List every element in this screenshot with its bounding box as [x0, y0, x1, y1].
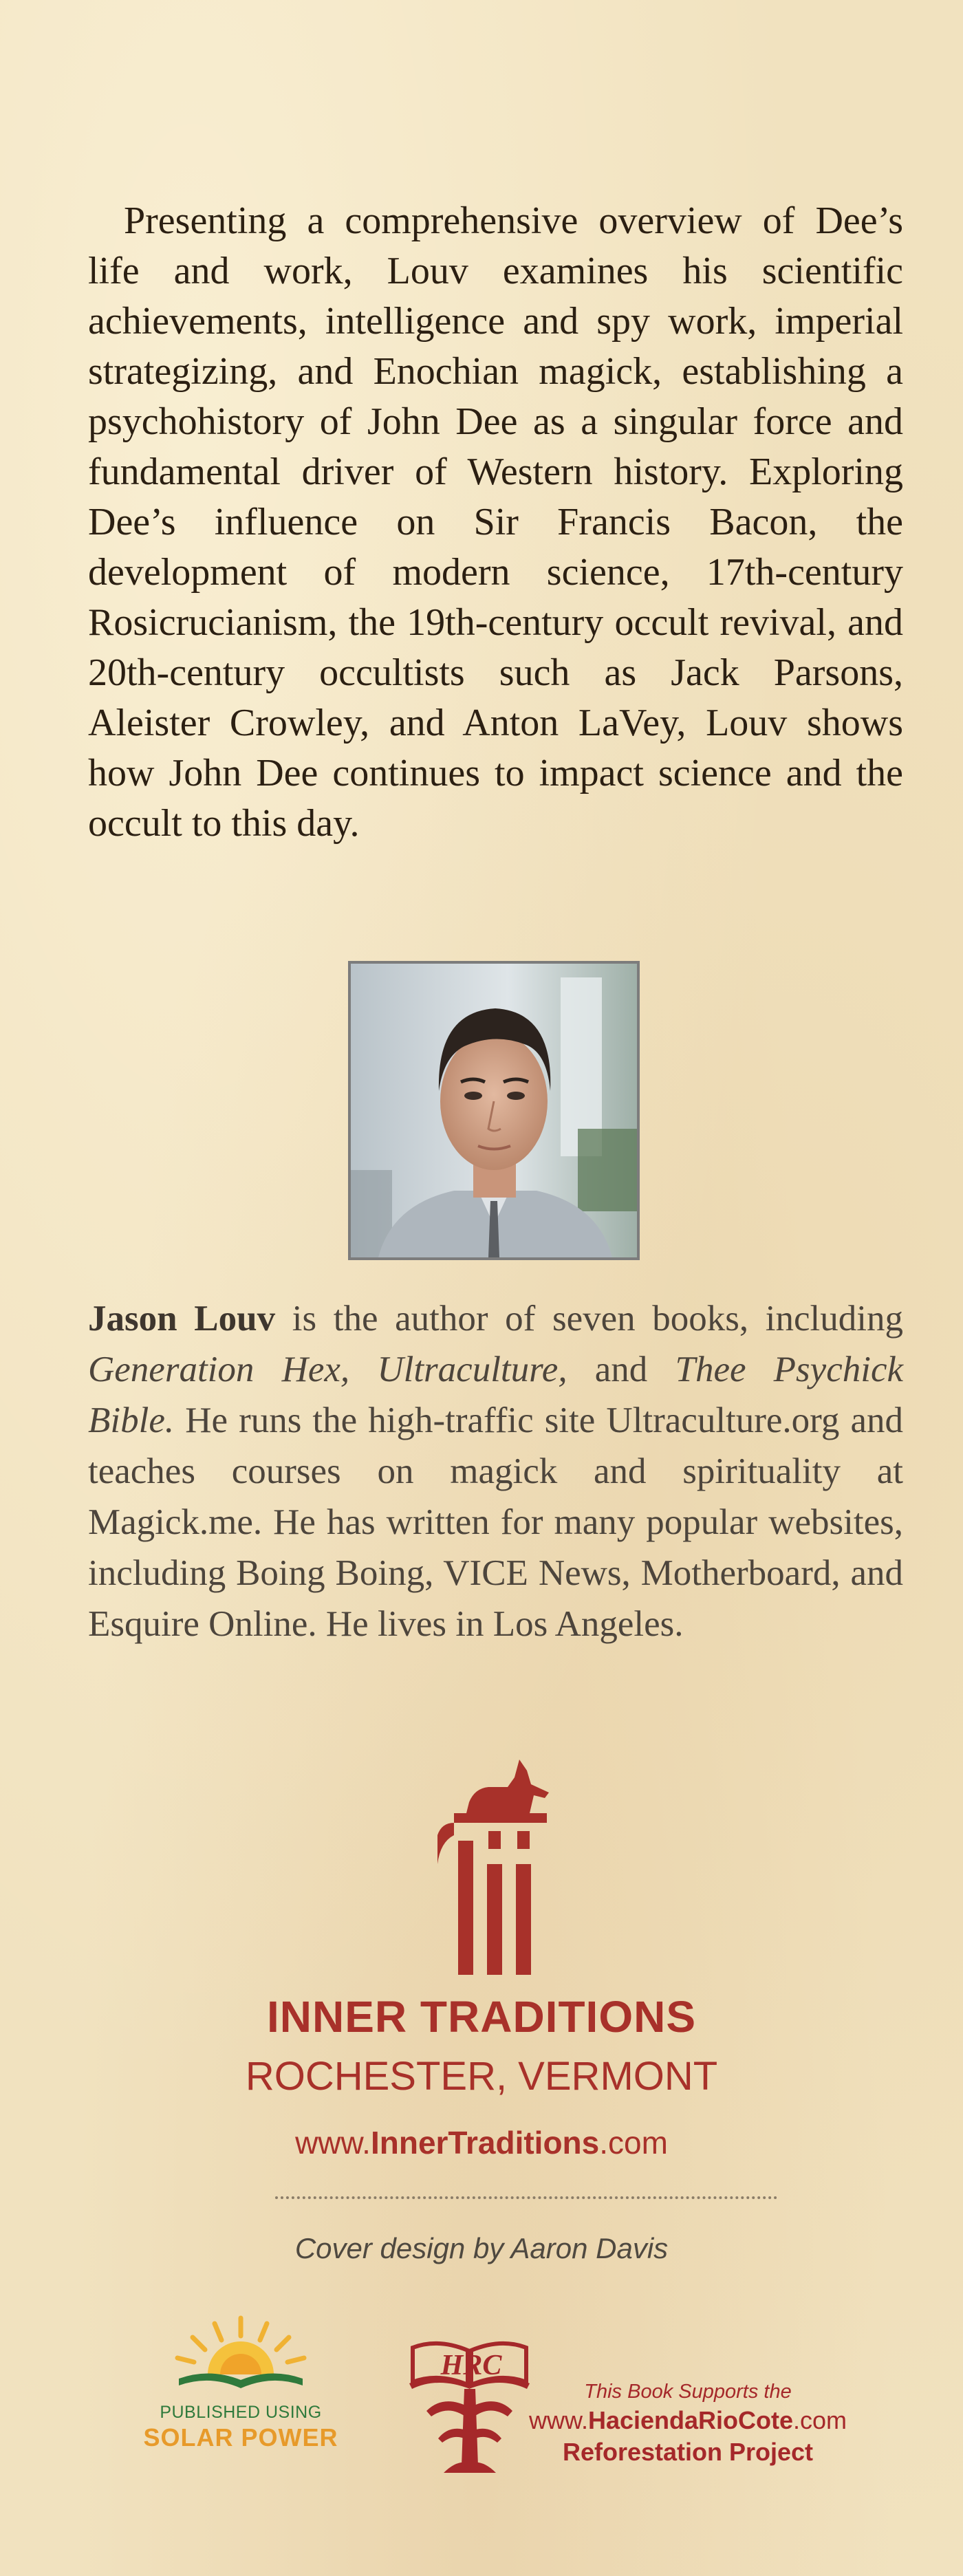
- publisher-url[interactable]: [0, 2124, 963, 2161]
- book-title: Thee Psychick Bible.: [88, 1350, 903, 1440]
- url-name: HaciendaRioCote: [587, 2406, 794, 2434]
- author-name: Jason Louv: [88, 1299, 276, 1339]
- reforestation-url[interactable]: [509, 2405, 867, 2436]
- anubis-jackal-logo-icon: [426, 1754, 564, 1978]
- reforestation-line3: Reforestation Project: [562, 2438, 814, 2466]
- author-photo: [348, 961, 640, 1260]
- publisher-name: INNER TRADITIONS: [267, 1992, 696, 2042]
- hrc-monogram: HRC: [440, 2350, 502, 2381]
- cover-design-credit: Cover design by Aaron Davis: [294, 2232, 669, 2264]
- solar-power-badge: [134, 2311, 347, 2476]
- bio-text: and: [567, 1350, 675, 1389]
- url-name: InnerTraditions: [370, 2125, 600, 2161]
- url-suffix: .com: [793, 2406, 847, 2434]
- bio-text: He runs the high-traffic site Ultraculture.org and teaches courses on magick and spirituality at Magick.me. He has written for many popular websites, including Boing Boing, VICE News, Motherboard, and Esquire Online. He lives in Los Angeles.: [88, 1400, 903, 1644]
- dotted-divider: [275, 2196, 777, 2199]
- solar-line1: PUBLISHED USING: [160, 2403, 322, 2422]
- book-title: Generation Hex, Ultraculture,: [88, 1350, 567, 1389]
- reforestation-line1: This Book Supports the: [584, 2381, 792, 2403]
- url-prefix: www.: [295, 2125, 371, 2161]
- back-cover-blurb: Presenting a comprehensive overview of Dee’s life and work, Louv examines his scientific achievements, intelligence and spy work, imperial strategizing, and Enochian magick, establishing a psychohistory of John Dee as a singular force and fundamental driver of Western history. Exploring Dee’s influence on Sir Francis Bacon, the development of modern science, 17th-century Rosicrucianism, the 19th-century occult revival, and 20th-century occultists such as Jack Parsons, Aleister Crowley, and Anton LaVey, Louv shows how John Dee continues to impact science and the occult to this day.: [88, 199, 903, 845]
- url-prefix: www.: [528, 2406, 588, 2434]
- bio-text: is the author of seven books, including: [275, 1299, 903, 1339]
- sun-over-book-icon: [165, 2311, 316, 2397]
- author-bio: [88, 1293, 903, 1649]
- url-suffix: .com: [599, 2125, 668, 2161]
- solar-line2: SOLAR POWER: [143, 2423, 338, 2451]
- publisher-location: ROCHESTER, VERMONT: [245, 2054, 718, 2099]
- reforestation-text: [509, 2379, 867, 2468]
